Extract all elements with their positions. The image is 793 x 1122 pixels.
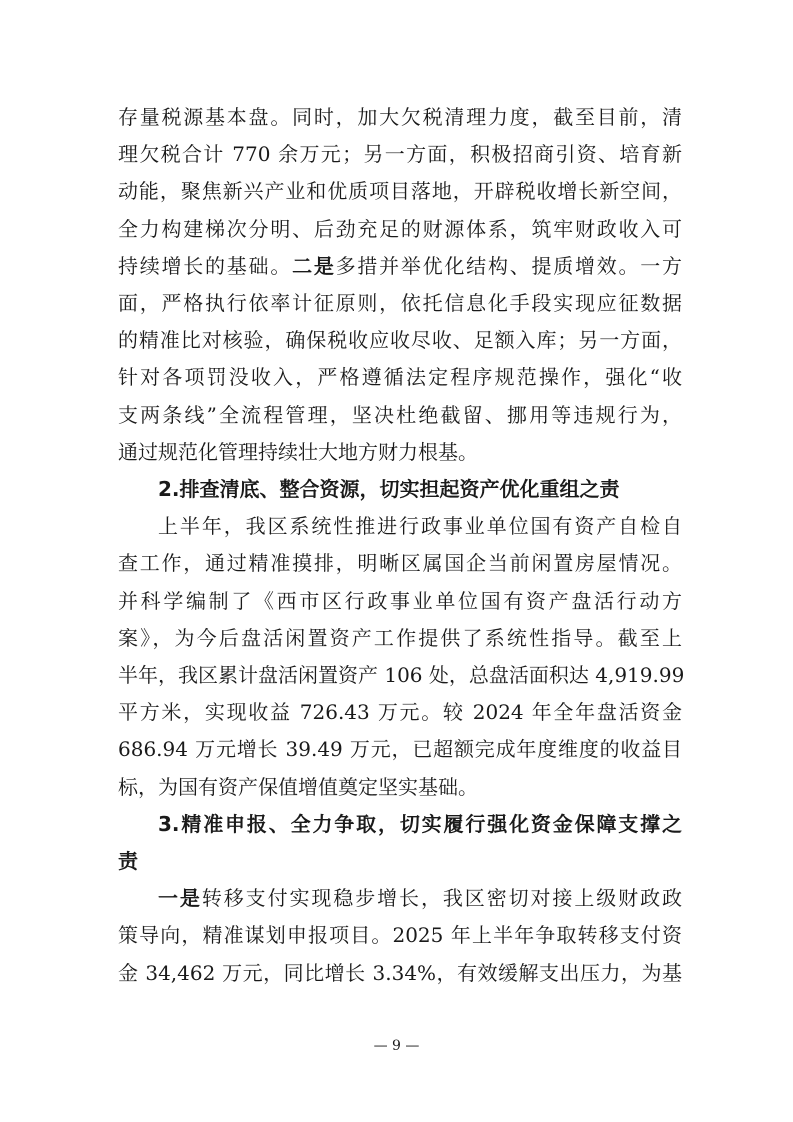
section-heading-2: 2.排查清底、整合资源，切实担起资产优化重组之责 <box>158 477 620 501</box>
paragraph1-line-5-post: 多措并举优化结构、提质增效。一方 <box>335 253 683 278</box>
page-number: — 9 — <box>373 1038 420 1054</box>
paragraph1-line-9: 支两条线”全流程管理，坚决杜绝截留、挪用等违规行为， <box>118 402 682 427</box>
paragraph3-bold-marker: 一是 <box>158 886 202 911</box>
paragraph1-line-6: 面，严格执行依率计征原则，依托信息化手段实现应征数据 <box>118 291 682 315</box>
paragraph1-line-4: 全力构建梯次分明、后劲充足的财源体系，筑牢财政收入可 <box>118 216 682 241</box>
paragraph2-line-5: 半年，我区累计盘活闲置资产 106 处，总盘活面积达 4,919.99 <box>118 663 685 687</box>
section-heading-3-line-2: 责 <box>118 849 138 873</box>
paragraph3-line-2: 策导向，精准谋划申报项目。2025 年上半年争取转移支付资 <box>118 923 682 948</box>
paragraph1-line-1: 存量税源基本盘。同时，加大欠税清理力度，截至目前，清 <box>118 105 682 129</box>
paragraph2-line-3: 并科学编制了《西市区行政事业单位国有资产盘活行动方 <box>118 588 682 613</box>
paragraph3-line-1 <box>158 881 682 915</box>
paragraph1-line-2: 理欠税合计 770 余万元；另一方面，积极招商引资、培育新 <box>118 142 682 167</box>
paragraph1-line-3: 动能，聚焦新兴产业和优质项目落地，开辟税收增长新空间， <box>118 179 682 204</box>
section-heading-3-line-1: 3.精准申报、全力争取，切实履行强化资金保障支撑之 <box>158 811 682 836</box>
paragraph3-line-1-post: 转移支付实现稳步增长，我区密切对接上级财政政 <box>201 886 683 911</box>
paragraph2-line-1: 上半年，我区系统性推进行政事业单位国有资产自检自 <box>158 514 682 539</box>
paragraph1-line-7: 的精准比对核验，确保税收应收尽收、足额入库；另一方面， <box>118 328 682 353</box>
paragraph1-line-8: 针对各项罚没收入，严格遵循法定程序规范操作，强化“收 <box>118 365 682 390</box>
paragraph1-line-10: 通过规范化管理持续壮大地方财力根基。 <box>118 439 478 464</box>
paragraph2-line-2: 查工作，通过精准摸排，明晰区属国企当前闲置房屋情况。 <box>118 551 682 576</box>
paragraph3-line-3: 金 34,462 万元，同比增长 3.34%，有效缓解支出压力，为基 <box>118 960 682 985</box>
paragraph1-line-5 <box>118 249 682 283</box>
paragraph2-line-8: 标，为国有资产保值增值奠定坚实基础。 <box>118 774 478 799</box>
paragraph1-line-5-pre: 持续增长的基础。 <box>118 253 293 278</box>
paragraph2-line-6: 平方米，实现收益 726.43 万元。较 2024 年全年盘活资金 <box>118 700 682 725</box>
paragraph1-bold-marker: 二是 <box>292 253 336 278</box>
paragraph2-line-7: 686.94 万元增长 39.49 万元，已超额完成年度维度的收益目 <box>118 737 682 762</box>
paragraph2-line-4: 案》，为今后盘活闲置资产工作提供了系统性指导。截至上 <box>118 625 682 650</box>
